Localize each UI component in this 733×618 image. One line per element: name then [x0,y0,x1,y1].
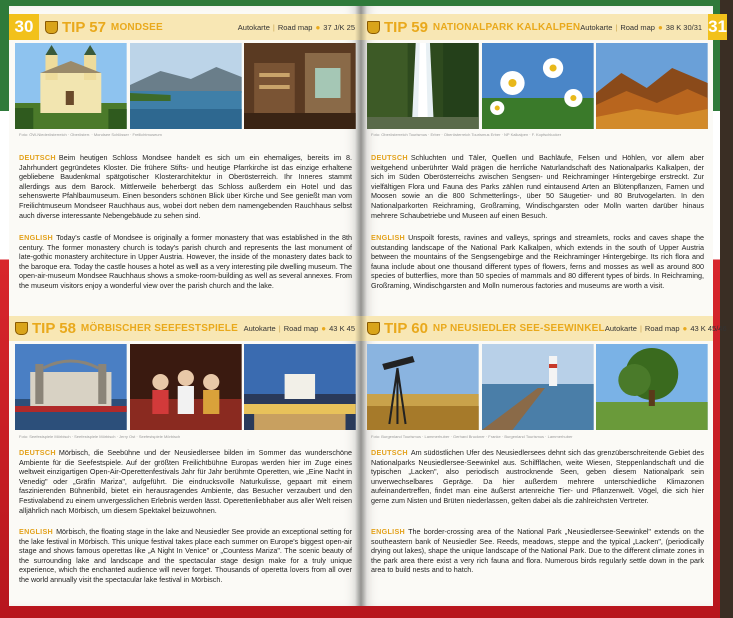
photo-lake-stage-night [244,344,356,430]
coat-of-arms-icon [367,21,380,34]
tip57-photos [15,43,356,129]
tip59-map-ref: Autokarte | Road map ● 38 K 30/31 [580,22,703,32]
lang-label-en: ENGLISH [371,233,406,242]
tip59-number: TIP 59 [384,18,428,36]
tip58-header [9,316,361,341]
tip57-map-ref: Autokarte | Road map ● 37 J/K 25 [237,22,355,32]
coat-of-arms-icon [367,322,380,335]
tip60-number: TIP 60 [384,320,428,337]
lang-label-de: DEUTSCH [19,448,56,457]
tip58-photo-credit: Foto: Seefestspiele Mörbisch · Seefestspiele Mörbisch · Jerry Ost · Seefestspiele Mörbisch [19,434,181,439]
tip60-photos [367,344,708,430]
photo-steppe-tree [596,344,708,430]
bullet-icon: ● [321,324,327,333]
photo-birdwatching-telescope [367,344,479,430]
tip57-header [9,14,361,40]
lang-label-en: ENGLISH [19,233,54,242]
tip58-text-de: DEUTSCH Mörbisch, die Seebühne und der Neusiedlersee bilden im Sommer das wunderschöne Ambiente für die Seefestspiele. Auf der größten Freilichtbühne Europas werden hier im Zuge eines weltweit einzigartigen Open-Air-Operettenfestivals Jahr für Jahr berühmte Operetten, wie „Eine Nacht in Venedig" oder „Gräfin Mariza", aufgeführt. Die eindrucksvolle Naturkulisse, gepaart mit einem faszinierenden Bühnenbild, bietet ein herausragendes Ambiente, das Besucher verzaubert und den Festivalabend zu einem unvergesslichen Erlebnis werden lässt. Operettenliebhaber aus aller Welt reisen alljährlich nach Mörbisch, um diesem Spektakel beizuwohnen. [19,448,352,515]
tip57-text-en: ENGLISH Today's castle of Mondsee is originally a former monastery that was established in the 8th century. The former monastery church is today's parish church and represents the last monument of late-gothic monastery architecture in Upper Austria. However, the inside of the monastery dates back to the baroque era. Today the castle houses a hotel as well as a very interesting pile dwelling museum. The open-air-museum Mondsee Rauchhaus shows a smoke-room-building as well as several annexes. From the museum visitors enjoy a wonderful view over the parish church and the lake. [19,233,352,290]
tip59-photo-credit: Foto: Oberösterreich Tourismus · Erber · Oberösterreich Tourismus Erber · NP Kalkalpen · F. Kopfschlucker [371,132,562,137]
photo-operetta-performers [130,344,242,430]
tip59-photos [367,43,708,129]
tip59-text-en: ENGLISH Unspoilt forests, ravines and valleys, springs and streamlets, rocks and caves shape the outstanding landscape of the National Park Kalkalpen, which extends in the south of Upper Austria between the mountains of the Sengsengebirge and the Reichraminger Hintergebirge. Its rich flora and fauna include about one thousand different types of flowers, ferns and mosses as well as around 800 species of butterflies, more than 50 species of mammals and 80 different types of birds. In Reichraming, Großraming, Windischgarsten and Molln numerous factories and museums are worth a visit. [371,233,704,290]
tip59-text-de: DEUTSCH Schluchten und Täler, Quellen und Bachläufe, Felsen und Höhlen, vor allem aber weitgehend unberührter Wald prägen die herrliche Naturlandschaft des Nationalparks Kalkalpen, der sich im Süden Oberösterreichs zwischen Sengsen- und Reichraminger Hintergebirge erstreckt. Zur vielfältigen Flora und Fauna des Parks zählen rund eintausend Arten an Blütenpflanzen, Farnen und Moosen sowie an die 800 Schmetterlings-, über 50 Säugetier- und 80 Brutvogelarten. In den Nationalparkorten Reichraming, Großraming, Windischgarsten oder Molln warten darüber hinaus mehrere Schaubetriebe und Museen auf einen Besuch. [371,153,704,220]
tip58-photos [15,344,356,430]
tip60-photo-credit: Foto: Burgenland Tourismus · Lammerhuber · Gerhard Bruckner · Franke · Burgenland Tourismus · Lammerhuber [371,434,573,439]
tip59-title: NATIONALPARK KALKALPEN [432,21,581,33]
tip58-title: MÖRBISCHER SEEFESTSPIELE [80,323,238,334]
bullet-icon: ● [657,22,663,32]
photo-mondsee-lake [130,43,242,129]
lang-label-en: ENGLISH [371,527,406,536]
lang-label-de: DEUTSCH [371,448,408,457]
photo-lighthouse-pier [482,344,594,430]
page-right [361,6,727,606]
bullet-icon: ● [315,22,321,32]
photo-daisy-flowers [482,43,594,129]
photo-rauchhaus-interior [244,43,356,129]
tip57-photo-credit: Foto: ÖW-Niederösterreich · Oberösterr. · Mondsee Schlösser · Freilichtmuseum [19,132,162,137]
tip58-map-ref: Autokarte | Road map ● 43 K 45 [243,324,355,333]
lang-label-en: ENGLISH [19,527,54,536]
lang-label-de: DEUTSCH [19,153,56,162]
lang-label-de: DEUTSCH [371,153,408,162]
bullet-icon: ● [682,324,688,333]
tip57-number: TIP 57 [62,18,106,36]
tip60-text-de: DEUTSCH Am südöstlichen Ufer des Neusiedlersees dehnt sich das grenzüberschreitende Gebiet des Nationalparks Neusiedlersee-Seewinkel aus. Schilfflächen, weite Wiesen, Steppenlandschaft und die typischen „Lacken", also periodisch austrocknende Seen, geben diesem Nationalpark sein unverwechselbares Gepräge. Da hier außerdem mehrere unterschiedliche Klimazonen aufeinandertreffen, findet man eine äußerst artenreiche Tier- und Pflanzenwelt. Vögel, die sich hier gerne zum Nisten und Brüten niederlassen, gelten dabei als die zahlreichsten Vertreter. [371,448,704,505]
photo-waterfall [367,43,479,129]
tip60-title: NP NEUSIEDLER SEE-SEEWINKEL [432,323,605,334]
tip60-map-ref: Autokarte | Road map ● 43 K 45/46 [604,324,727,333]
photo-mondsee-church [15,43,127,129]
tip58-text-en: ENGLISH Mörbisch, the floating stage in the lake and Neusiedler See provide an exceptional setting for the lake festival in Mörbisch. This unique festival takes place each summer on Europe's biggest open-air stage and shows famous operettas like „A Night In Venice" or „Countess Mariza". The scenic beauty of the surrounding lake and landscape and the spectacular stage design make for a truly unique experience, which the enchanted audience will never forget. Thousands of operetta lovers from all over the world annually visit the spectacular lake festival in Mörbisch. [19,527,352,584]
coat-of-arms-icon [15,322,28,335]
tip57-title: MONDSEE [110,21,163,33]
page-number-left: 30 [9,14,39,40]
tip60-header [361,316,727,341]
photo-festival-stage [15,344,127,430]
page-number-right: 31 [708,14,727,40]
page-left [9,6,361,606]
coat-of-arms-icon [45,21,58,34]
tip60-text-en: ENGLISH The border-crossing area of the National Park „Neusiedlersee-Seewinkel" extends on the southeastern bank of Neusiedler See. Reeds, meadows, steppe and the typical „Lacken", (periodically drying out lakes), shape the unique landscape of the National Park. Due to the different climate zones in the park area there exist a very rich fauna and flora. Numerous birds regularly settle down in the park area to build nests and to hatch. [371,527,704,575]
tip58-number: TIP 58 [32,320,76,337]
photo-autumn-forest [596,43,708,129]
tip57-text-de: DEUTSCH Beim heutigen Schloss Mondsee handelt es sich um ein ehemaliges, bereits im 8. Jahrhundert gegründetes Kloster. Die frühere Stifts- und heutige Pfarrkirche ist das einzige erhaltene gebliebene Baudenkmal spätgotischer Klosterarchitektur in Oberösterreich. Ihr Inneres stammt allerdings aus dem Barock. Mittlerweile beherbergt das Schloss außerdem ein Hotel und das sehenswerte Pfahlbaumuseum. Einen besonders schönen Blick über Kirche und See genießt man vom Freilichtmuseum Mondseer Rauchhaus aus, wobei dort neben dem namengebenden Rauchhaus selbst auch diverse interessante Nebengebäude zu sehen sind. [19,153,352,220]
tip59-header [361,14,727,40]
